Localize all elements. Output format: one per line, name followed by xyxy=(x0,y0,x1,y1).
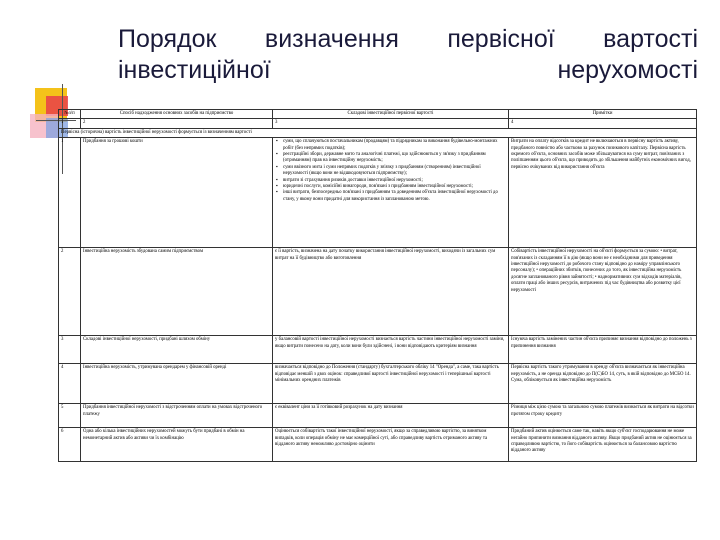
header-notes: Примітки xyxy=(509,110,697,119)
row-number: 1 xyxy=(59,138,81,248)
row-components: є її вартість, визначена на дату початку використання інвестиційної нерухомості, виходячи із загальних сум витрат на її будівництво або виготовлення xyxy=(273,248,509,336)
column-number: 1 xyxy=(59,119,81,128)
table-row xyxy=(59,248,697,336)
row-method: Інвестиційна нерухомість, утримувана орендарем у фінансовій оренді xyxy=(81,364,273,404)
row-note: Придбаний актив оцінюється саме так, навіть якщо суб'єкт господарювання не може негайно припинити визнання відданого активу. Якщо придбаний актив не оцінюється за справедливою вартістю, то його собівартість оцінюється за балансовою вартістю відданого активу xyxy=(509,428,697,462)
component-item: ▪ реєстраційні збори, державне мито та аналогічні платежі, що здійснюються у зв'язку з придбанням (отриманням) прав на інвестиційну нерухомість; xyxy=(283,152,506,165)
component-item: ▪ суми ввізного мита і суми непрямих податків у зв'язку з придбанням (створенням) інвестиційної нерухомості (якщо вони не відшкодовуються підприємству); xyxy=(283,165,506,178)
row-method: Складові інвестиційної нерухомості, придбані шляхом обміну xyxy=(81,336,273,364)
row-number: 6 xyxy=(59,428,81,462)
row-method: Придбання інвестиційної нерухомості з відстроченням оплати на умовах відстроченого платежу xyxy=(81,404,273,428)
row-number: 2 xyxy=(59,248,81,336)
column-number: 3 xyxy=(273,119,509,128)
table-header-row xyxy=(59,110,697,119)
header-method: Спосіб надходження основних засобів на підприємство xyxy=(81,110,273,119)
section-heading: Первісна (історична) вартість інвестиційної нерухомості формується із визначенням вартості xyxy=(59,128,697,137)
row-components: Оцінюється собівартість такої інвестиційної нерухомості, якщо за справедливою вартістю, за винятком випадків, коли операція обміну не має комерційної суті, або справедливу вартість отриманого активу та відданого активу неможливо достовірно оцінити xyxy=(273,428,509,462)
component-item: ▪ юридичні послуги, комісійні винагороди, пов'язані з придбанням інвестиційної нерухомості; xyxy=(283,184,506,190)
row-method: Одна або кілька інвестиційних нерухомостей можуть бути придбані в обмін на немонетарний актив або активи чи їх комбінацію xyxy=(81,428,273,462)
title-line-1: Порядок визначення первісної вартості xyxy=(118,25,698,53)
table-row xyxy=(59,364,697,404)
row-components xyxy=(273,138,509,248)
row-number: 5 xyxy=(59,404,81,428)
component-item: ▪ інші витрати, безпосередньо пов'язані з придбанням та доведенням об'єкта інвестиційної нерухомості до стану, у якому вони придатні для використання із запланованою метою. xyxy=(283,190,506,203)
table-row xyxy=(59,404,697,428)
table-row xyxy=(59,428,697,462)
row-method: Інвестиційна нерухомість збудована самим підприємством xyxy=(81,248,273,336)
row-note: Первісна вартість такого утримування в оренду об'єкта визначається як інвестиційна нерухомість, а не оренда відповідно до П(С)БО 14, суть, в якій відповідно до МСБО 14. Сума, обліковується як інвестиційна нерухомість xyxy=(509,364,697,404)
row-components: у балансовій вартості інвестиційної нерухомості визнається вартість частини інвестиційної нерухомості заміни, якщо витрати понесено на дату, коли вони були здійснені, і вони відповідають критеріям визнання xyxy=(273,336,509,364)
valuation-table xyxy=(58,109,697,462)
column-number: 2 xyxy=(81,119,273,128)
component-item: ▪ суми, що сплачуються постачальникам (продавцям) та підрядникам за виконання будівельно-монтажних робіт (без непрямих податків); xyxy=(283,139,506,152)
component-item: ▪ витрати зі страхування ризиків доставки інвестиційної нерухомості; xyxy=(283,178,506,184)
row-note: Існуюча вартість замінених частин об'єкта припиняє визнання відповідно до положень з припинення визнання xyxy=(509,336,697,364)
title-line-2: інвестиційної нерухомості xyxy=(118,56,698,84)
slide-title xyxy=(118,24,698,86)
header-components: Складові інвестиційної первісної вартості xyxy=(273,110,509,119)
row-number: 3 xyxy=(59,336,81,364)
column-number: 4 xyxy=(509,119,697,128)
row-components: визначається відповідно до Положення (стандарту) бухгалтерського обліку 14 "Оренда", а саме, така вартість відповідає меншій з двох оцінок: справедливої вартості інвестиційної нерухомості і теперішньої вартості мінімальних орендних платежів xyxy=(273,364,509,404)
row-note: Різниця між цією сумою та загальною сумою платежів визнається як витрати на відсотки протягом строку кредиту xyxy=(509,404,697,428)
column-number-row xyxy=(59,119,697,128)
row-method: Придбання за грошові кошти xyxy=(81,138,273,248)
section-row xyxy=(59,128,697,137)
row-note: Собівартість інвестиційної нерухомості на об'єкті формується за сумою: • витрат, пов'язаних із складанням її в дію (якщо вони не є необхідними для приведення інвестиційної нерухомості до робочого стану відповідно до наміру управлінського персоналу); • операційних збитків, понесених до того, як інвестиційна нерухомість досягне запланованого рівня зайнятості; • наднормативних сум відходів матеріалів, оплати праці або інших ресурсів, витрачених під час будівництва або розвитку цієї нерухомості xyxy=(509,248,697,336)
table-row xyxy=(59,336,697,364)
row-components: є еквівалент ціни за її готівковий розрахунок на дату визнання xyxy=(273,404,509,428)
row-note: Витрати на оплату відсотків за кредит не включаються в первісну вартість активу, придбаного повністю або частково за рахунок позикового капіталу. Первісна вартість окремого об'єкта, основних засобів може збільшуватися на суму витрат, пов'язаних з поліпшенням цього об'єкта, що приводить до збільшення майбутніх економічних вигод, первісно очікуваних від використання об'єкта xyxy=(509,138,697,248)
table-row xyxy=(59,138,697,248)
row-number: 4 xyxy=(59,364,81,404)
header-number: №з/п xyxy=(59,110,81,119)
